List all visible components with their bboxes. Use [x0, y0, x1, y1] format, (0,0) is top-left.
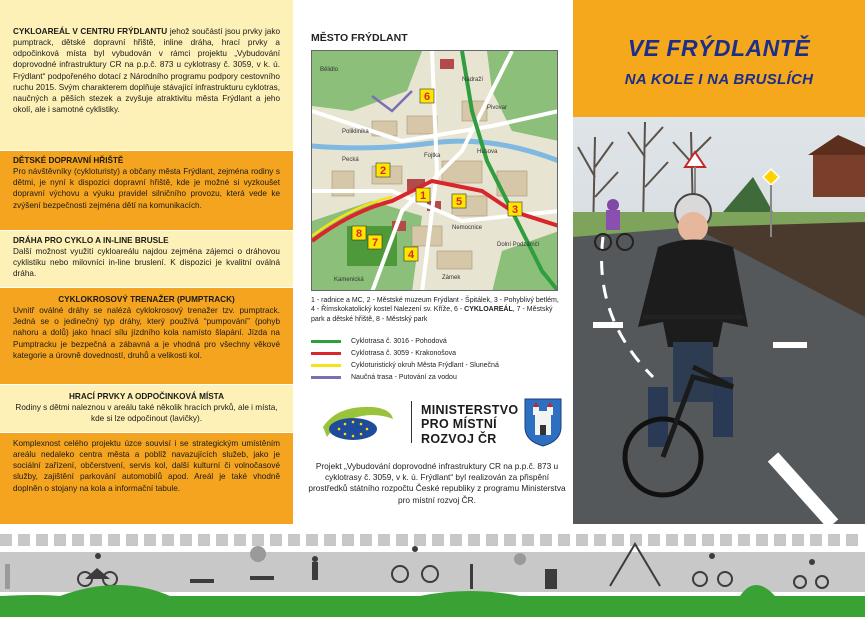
route-legend-item [311, 350, 561, 357]
map-legend [311, 296, 561, 324]
playground-text: Pro návštěvníky (cykloturisty) a občany města Frýdlant, zejména rodiny s dětmi, je nyní k dispozici dopravní hřiště, kde je možné si vyzkoušet dopravní výchovu a výuku pravidel silničního provozu, která vede ke zvýšení bezpečnosti zejména dětí na komunikacích. [13, 167, 280, 210]
left-text-column [0, 0, 293, 524]
playground-heading: DĚTSKÉ DOPRAVNÍ HŘIŠTĚ [13, 156, 124, 165]
ministry-line: MINISTERSTVO [421, 403, 519, 417]
cyclist-photo [573, 117, 865, 524]
map-label: Nádraží [462, 77, 484, 83]
subtitle: NA KOLE I NA BRUSLÍCH [624, 71, 814, 88]
route-label: Cyklotrasa č. 3059 - Krakonošova [351, 350, 457, 357]
route-label: Naučná trasa - Putování za vodou [351, 374, 457, 381]
route-legend-item [311, 374, 561, 381]
route-line-green [311, 340, 341, 343]
route-label: Cykloturistický okruh Města Frýdlant - Slunečná [351, 362, 499, 369]
cyclist-photo-graphic [573, 117, 865, 524]
map-label: Fojtka [424, 153, 441, 159]
play-section [0, 384, 293, 432]
map-label: Zámek [442, 275, 461, 281]
track-heading: DRÁHA PRO CYKLO A IN-LINE BRUSLE [13, 236, 169, 245]
footer-graphic [0, 524, 865, 617]
map-marker-3: 3 [512, 204, 519, 216]
map-label: Poliklinika [342, 129, 369, 135]
map-marker-7: 7 [372, 237, 379, 249]
pumptrack-section [0, 287, 293, 384]
town-map [311, 50, 558, 291]
pumptrack-heading: CYKLOKROSOVÝ TRENAŽER (PUMPTRACK) [58, 295, 235, 304]
map-label: Bělidlo [320, 67, 339, 73]
map-marker-5: 5 [456, 196, 463, 208]
main-title: VE FRÝDLANTĚ [627, 35, 811, 61]
map-label: Kamenická [334, 277, 364, 283]
map-marker-6: 6 [424, 91, 431, 103]
title-banner [573, 0, 865, 118]
playground-section [0, 150, 293, 230]
track-text: Další možnost využití cykloareálu najdou zejména zájemci o dráhovou cyklistiku nebo milovníci in-line bruslení. K dispozici je kvalitní oválná dráha. [13, 247, 280, 279]
track-section [0, 230, 293, 287]
route-line-purple [311, 376, 341, 379]
closing-text: Komplexnost celého projektu úzce souvisí i se strategickým umístěním areálu nedaleko centra města a poblíž navazujících služeb, jako je sociální zařízení, občerstvení, servis kol, další kulturní či volnočasové služby, zajištění parkování automobilů apod. Areál je také vhodně doplněn o stojany na kola a informační tabule. [13, 439, 280, 493]
map-marker-8: 8 [356, 228, 363, 240]
footer-silhouette-strip [0, 524, 865, 617]
ministry-logo-block [317, 397, 557, 449]
pumptrack-text: Uvnitř oválné dráhy se nalézá cyklokrosový trenažer tzv. pumptrack. Jedná se o jedinečný typ dráhy, který používá “pumpování” (pohyb nahoru a dolů) jako hnací sílu jízdního kola namísto šlapání. Jízda na Pumptracku je bezpečná a zábavná a je vhodná pro všechny věkové kategorie a úrovně dovedností, druhů a velikosti kol. [13, 306, 280, 360]
map-label: Nemocnice [452, 225, 483, 231]
route-legend-item [311, 362, 561, 369]
intro-heading: CYKLOAREÁL V CENTRU FRÝDLANTU [13, 27, 168, 36]
map-marker-2: 2 [380, 165, 387, 177]
ministry-line: PRO MÍSTNÍ [421, 417, 497, 432]
town-coat-of-arms-icon [523, 397, 563, 447]
route-line-red [311, 352, 341, 355]
route-legend-item [311, 338, 561, 345]
map-label: Pecká [342, 157, 359, 163]
ministry-line: ROZVOJ ČR [421, 431, 497, 446]
intro-section [0, 0, 293, 150]
project-funding-text: Projekt „Vybudování doprovodné infrastruktury CR na p.p.č. 873 u cyklotrasy č. 3059, v k. ú. Frýdlant“ byl realizován za přispění prostředků státního rozpočtu České republiky z programu Ministerstva pro místní rozvoj ČR. [308, 461, 566, 505]
logo-divider [411, 401, 412, 443]
route-line-yellow [311, 364, 341, 367]
legend-part-1: 1 - radnice a MC, 2 - Městské muzeum Frýdlant - Špitálek, 3 - Pohyblivý betlém, 4 - Římskokatolický kostel Nalezení sv. Kříže, 6 - [311, 297, 559, 314]
map-label: Pivovar [487, 105, 508, 111]
map-graphic [312, 51, 558, 291]
map-marker-4: 4 [408, 249, 415, 261]
play-heading: HRACÍ PRVKY A ODPOČINKOVÁ MÍSTA [69, 392, 224, 401]
map-marker-1: 1 [420, 190, 427, 202]
map-title: MĚSTO FRÝDLANT [311, 32, 408, 44]
intro-text: jehož součástí jsou prvky jako pumptrack, dětské dopravní hřiště, inline dráha, hrací prvky a odpočinková místa byl vybudován v rámci projektu „Vybudování doprovodné infrastruktury CR na p.p.č. 873 u cyklotrasy č. 3059, v k. ú. Frýdlant“ podpořeného dotací z Národního programu podpory cestovního ruchu 2015. Svým charakterem doplňuje stávající infrastrukturu cyklotras, naučných a pěších stezek a zvyšuje atraktivitu města Frýdlant a jeho okolí, ale i samotné cyklistiky. [13, 27, 280, 115]
eu-logo-icon [317, 397, 397, 447]
legend-part-2: , 7 - Městský park a dětské hřiště, 8 - Městský park [311, 306, 553, 323]
ministry-name [421, 403, 518, 446]
map-label: Husova [477, 149, 498, 155]
play-text: Rodiny s dětmi naleznou v areálu také několik hracích prvků, ale i místa, kde si lze odpočinout (lavičky). [15, 403, 278, 424]
closing-section [0, 432, 293, 524]
map-label: Dolní Podzámčí [497, 242, 540, 248]
legend-bold: CYKLOAREÁL [464, 306, 513, 314]
middle-column [293, 0, 573, 524]
route-label: Cyklotrasa č. 3016 - Pohodová [351, 338, 447, 345]
